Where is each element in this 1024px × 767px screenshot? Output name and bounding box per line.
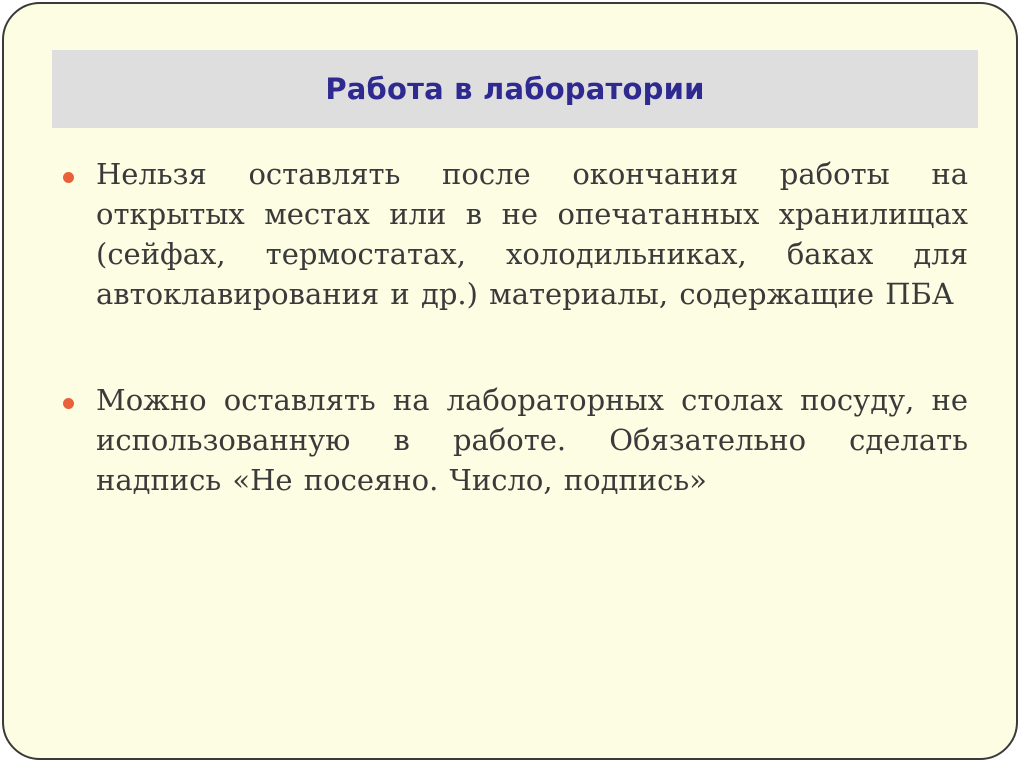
bullet-text: Можно оставлять на лабораторных столах посуду, не использованную в работе. Обязательно сделать надпись «Не посеяно. Число, подпись» (96, 383, 968, 497)
bullet-item (60, 380, 968, 500)
bullet-dot-icon (63, 172, 74, 183)
bullet-list (60, 154, 968, 500)
bullet-text: Нельзя оставлять после окончания работы на открытых местах или в не опечатанных хранилищах (сейфах, термостатах, холодильниках, баках для автоклавирования и др.) материалы, содержащие ПБА (96, 157, 968, 311)
slide-title: Работа в лаборатории (325, 72, 705, 106)
bullet-dot-icon (63, 398, 74, 409)
title-bar (52, 50, 978, 128)
slide (2, 2, 1018, 760)
bullet-item (60, 154, 968, 314)
